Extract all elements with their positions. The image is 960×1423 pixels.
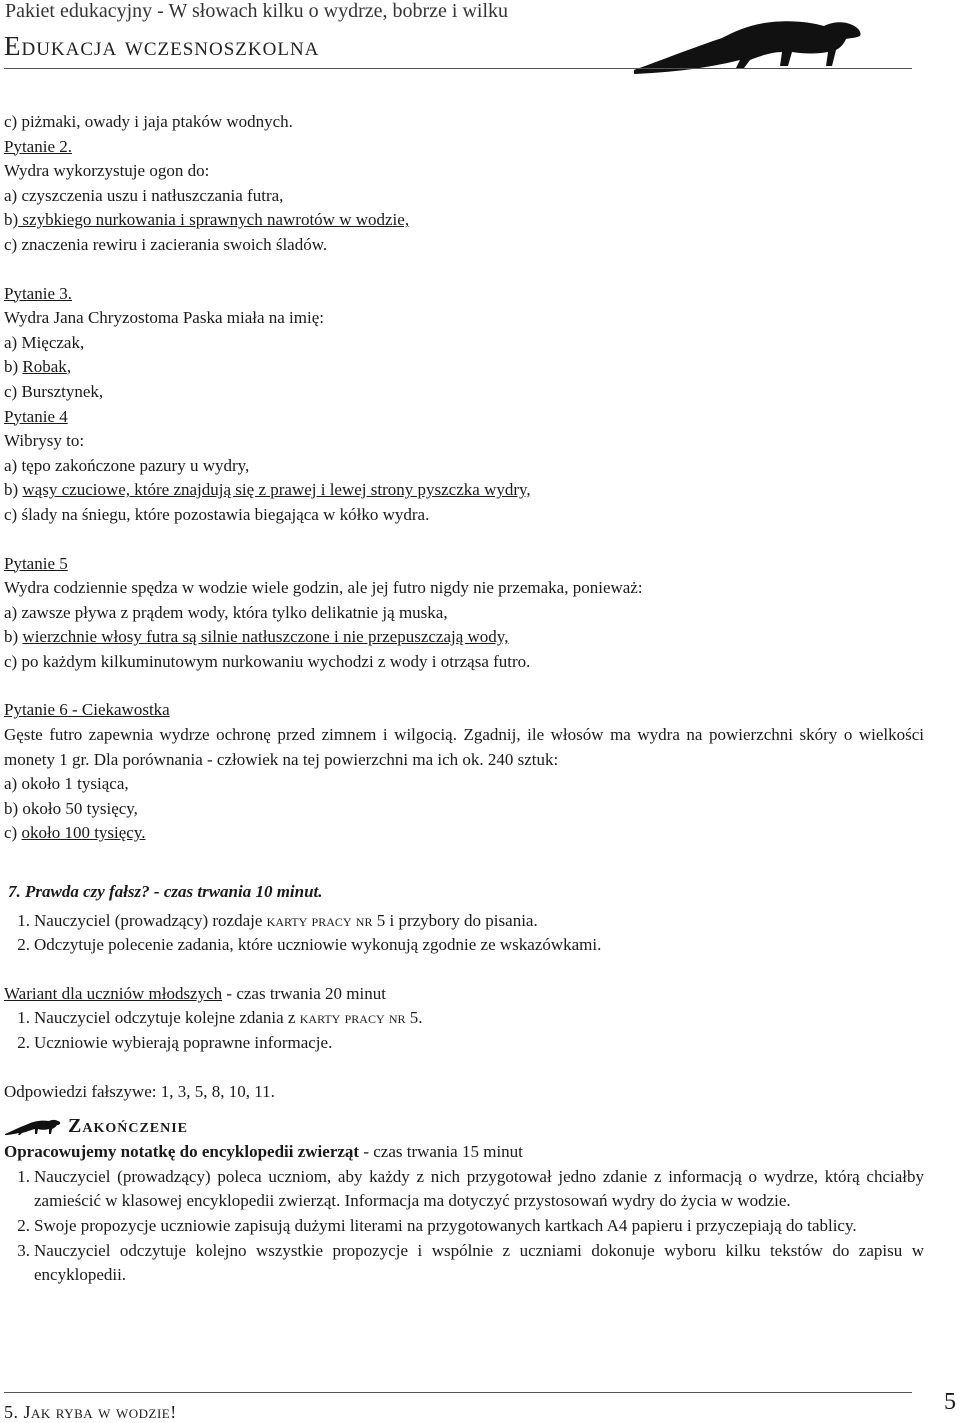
worksheet-ref: karty pracy nr (299, 1008, 406, 1028)
q4-option-b (4, 478, 924, 503)
q5-option-b (4, 625, 924, 650)
q1-option-c: c) piżmaki, owady i jaja ptaków wodnych. (4, 112, 293, 131)
section7-item-1-text: Nauczyciel (prowadzący) rozdaje (34, 910, 267, 930)
footer-chapter: 5. Jak ryba w wodzie! (4, 1402, 177, 1422)
section7-item-2-text: Odczytuje polecenie zadania, które uczniowie wykonują zgodnie ze wskazówkami. (34, 935, 602, 955)
document-body (4, 110, 924, 1288)
ending-item-3-text: Nauczyciel odczytuje kolejno wszystkie propozycje i wspólnie z uczniami dokonuje wyboru kilku tekstów do zapisu w encyklopedii. (34, 1240, 924, 1285)
q3-option-b (4, 355, 924, 380)
q5-option-a: a) zawsze pływa z prądem wody, która tylko delikatnie ją muska, (4, 602, 448, 622)
q3-option-a: a) Mięczak, (4, 332, 85, 352)
q4-option-a: a) tępo zakończone pazury u wydry, (4, 455, 250, 475)
ending-heading (4, 1112, 924, 1140)
q6-option-c-prefix: c) (4, 823, 22, 843)
q6-text: Gęste futro zapewnia wydrze ochronę przed zimnem i wilgocią. Zgadnij, ile włosów ma wydra na powierzchni skóry o wielkości monety 1 gr. Dla porównania - człowiek na tej powierzchni ma ich ok. 240 sztuk: (4, 725, 924, 769)
ending-task-title: Opracowujemy notatkę do encyklopedii zwierząt (4, 1142, 360, 1162)
list-number: 1. (17, 1008, 30, 1028)
list-number: 2. (17, 1033, 30, 1052)
q3-option-b-prefix: b) (4, 357, 23, 377)
ending-item-2-text: Swoje propozycje uczniowie zapisują dużymi literami na przygotowanych kartkach A4 papieru i przyczepiają do tablicy. (34, 1215, 857, 1235)
variant-heading (4, 982, 924, 1007)
variant-item-2-text: Uczniowie wybierają poprawne informacje. (34, 1033, 333, 1052)
otter-icon (4, 1116, 62, 1136)
q5-text: Wydra codziennie spędza w wodzie wiele godzin, ale jej futro nigdy nie przemaka, ponieważ: (4, 578, 643, 598)
q6-title: Pytanie 6 - Ciekawostka (4, 700, 170, 720)
q3-option-c: c) Bursztynek, (4, 381, 104, 401)
q2-correct-answer: szybkiego nurkowania i sprawnych nawrotów w wodzie, (18, 210, 410, 230)
false-answers: Odpowiedzi fałszywe: 1, 3, 5, 8, 10, 11. (4, 1081, 275, 1101)
q6-correct-answer: około 100 tysięcy. (21, 823, 146, 843)
ending-item-1-text: Nauczyciel (prowadzący) poleca uczniom, aby każdy z nich przygotował jedno zdanie z informacją o wydrze, którą chciałby zamieścić w klasowej encyklopedii zwierząt. Informacja ma dotyczyć przystosowań wydry do życia w wodzie. (34, 1166, 924, 1211)
section7-title: 7. Prawda czy fałsz? - czas trwania 10 minut. (8, 882, 323, 902)
q2-text: Wydra wykorzystuje ogon do: (4, 161, 210, 181)
q3-option-b-suffix: , (66, 357, 72, 377)
section7-item-2 (4, 933, 924, 958)
ending-task-duration: - czas trwania 15 minut (359, 1142, 523, 1162)
variant-item-1-text: Nauczyciel odczytuje kolejne zdania z (34, 1008, 300, 1028)
q2-title: Pytanie 2. (4, 136, 72, 156)
q5-option-b-prefix: b) (4, 627, 23, 647)
list-number: 2. (17, 935, 30, 955)
q2-option-c: c) znaczenia rewiru i zacierania swoich śladów. (4, 234, 328, 254)
q3-title: Pytanie 3. (4, 283, 72, 303)
q4-correct-answer: wąsy czuciowe, które znajdują się z prawej i lewej strony pyszczka wydry, (22, 480, 531, 500)
q5-correct-answer: wierzchnie włosy futra są silnie natłuszczone i nie przepuszczają wody, (22, 627, 509, 647)
ending-title: Zakończenie (68, 1114, 189, 1137)
section7-item-1-suffix: 5 i przybory do pisania. (372, 910, 538, 930)
q3-correct-answer: Robak (22, 357, 67, 377)
ending-item-2 (4, 1214, 924, 1239)
q4-title: Pytanie 4 (4, 406, 68, 426)
q6-option-c (4, 821, 924, 846)
q4-option-b-prefix: b) (4, 480, 23, 500)
variant-item-1 (4, 1006, 924, 1031)
header-divider (4, 68, 912, 69)
q5-title: Pytanie 5 (4, 553, 68, 573)
list-number: 3. (17, 1240, 30, 1260)
q3-text: Wydra Jana Chryzostoma Paska miała na imię: (4, 308, 324, 328)
q4-option-c: c) ślady na śniegu, które pozostawia biegająca w kółko wydra. (4, 504, 430, 524)
q2-option-b-prefix: b) (4, 210, 19, 230)
footer-divider (4, 1392, 912, 1393)
list-number: 1. (17, 1166, 30, 1186)
list-number: 2. (17, 1215, 30, 1235)
header-title: Pakiet edukacyjny - W słowach kilku o wydrze, bobrze i wilku (5, 0, 509, 22)
variant-title: Wariant dla uczniów młodszych (4, 983, 223, 1003)
header-subtitle: Edukacja wczesnoszkolna (4, 31, 320, 61)
variant-duration: - czas trwania 20 minut (222, 983, 386, 1003)
ending-item-3 (4, 1239, 924, 1288)
q6-option-b: b) około 50 tysięcy, (4, 798, 138, 818)
q5-option-c: c) po każdym kilkuminutowym nurkowaniu wychodzi z wody i otrząsa futro. (4, 651, 531, 671)
q2-option-b (4, 208, 924, 233)
page-number: 5 (944, 1389, 956, 1415)
variant-item-1-suffix: 5. (405, 1008, 423, 1028)
q2-option-a: a) czyszczenia uszu i natłuszczania futra, (4, 185, 284, 205)
worksheet-ref: karty pracy nr (266, 910, 373, 930)
q4-text: Wibrysy to: (4, 431, 85, 451)
ending-task (4, 1140, 924, 1165)
ending-item-1 (4, 1165, 924, 1214)
section7-item-1 (4, 909, 924, 934)
variant-item-2 (4, 1031, 924, 1056)
q6-option-a: a) około 1 tysiąca, (4, 774, 129, 794)
list-number: 1. (17, 910, 30, 930)
